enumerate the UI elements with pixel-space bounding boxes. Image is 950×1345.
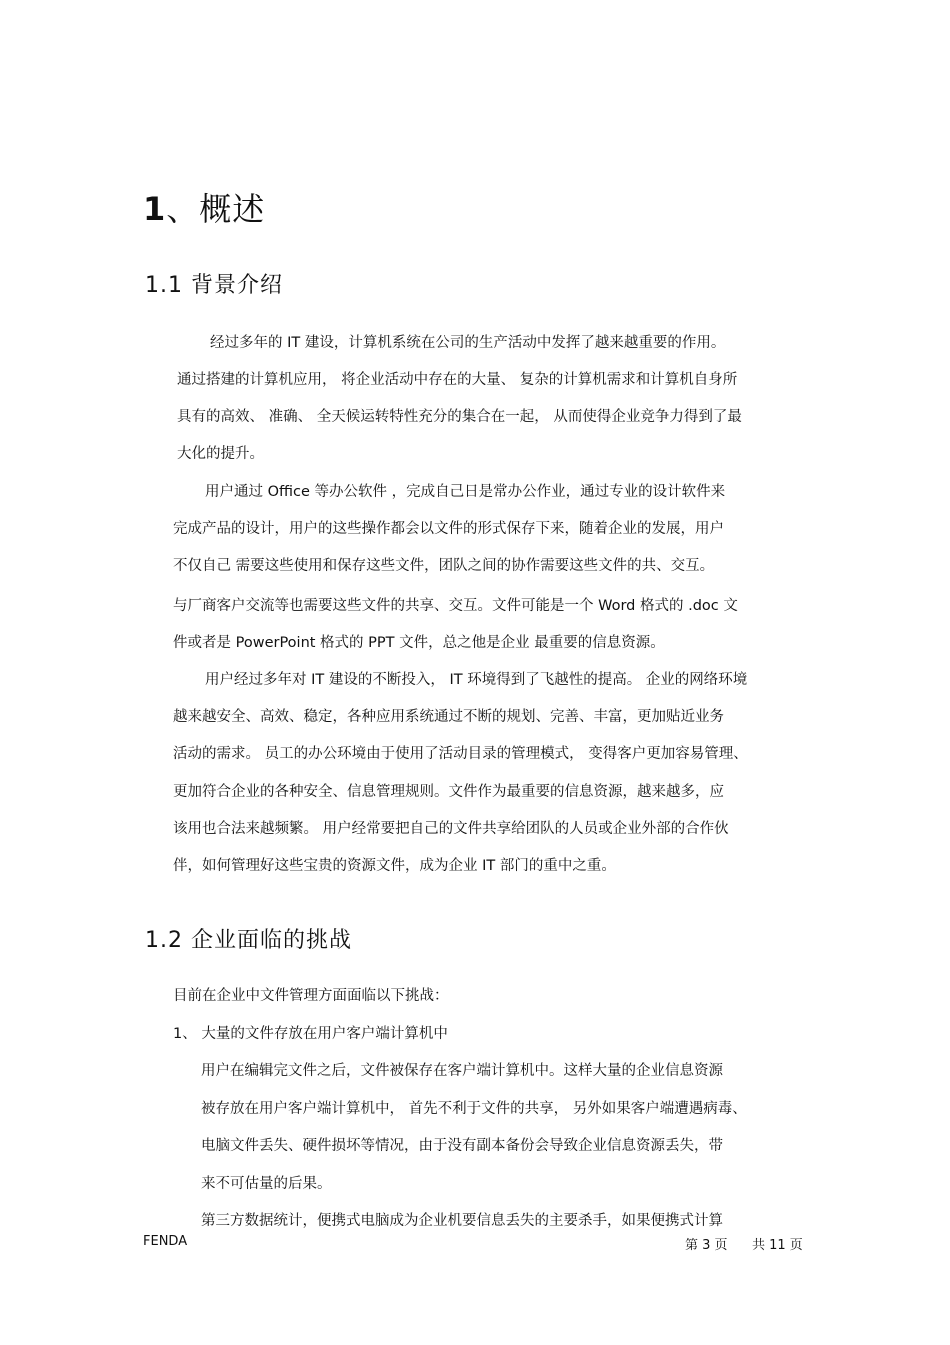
body-line: 被存放在用户客户端计算机中， 首先不利于文件的共享， 另外如果客户端遭遇病毒、: [201, 1101, 747, 1117]
body-line: 伴，如何管理好这些宝贵的资源文件，成为企业 IT 部门的重中之重。: [173, 858, 616, 874]
body-line: 不仅自己 需要这些使用和保存这些文件，团队之间的协作需要这些文件的共、交互。: [173, 558, 715, 574]
body-line: 用户在编辑完文件之后，文件被保存在客户端计算机中。这样大量的企业信息资源: [201, 1063, 723, 1079]
body-line: 件或者是 PowerPoint 格式的 PPT 文件，总之他是企业 最重要的信息资源。: [173, 635, 665, 651]
body-line: 更加符合企业的各种安全、信息管理规则。文件作为最重要的信息资源，越来越多，应: [173, 784, 724, 800]
body-line: 通过搭建的计算机应用， 将企业活动中存在的大量、 复杂的计算机需求和计算机自身所: [177, 372, 738, 388]
body-line: 与厂商客户交流等也需要这些文件的共享、交互。文件可能是一个 Word 格式的 .doc 文: [173, 598, 738, 614]
chapter-title: 、概述: [166, 190, 266, 228]
body-line: 活动的需求。 员工的办公环境由于使用了活动目录的管理模式， 变得客户更加容易管理、: [173, 746, 748, 762]
body-line: 用户经过多年对 IT 建设的不断投入， IT 环境得到了飞越性的提高。 企业的网络环境: [205, 672, 748, 688]
chapter-heading: [143, 184, 265, 230]
body-line: 用户通过 Office 等办公软件 ，完成自己日是常办公作业，通过专业的设计软件来: [205, 484, 726, 500]
body-line: 经过多年的 IT 建设，计算机系统在公司的生产活动中发挥了越来越重要的作用。: [210, 335, 726, 351]
list-item-heading: 1、 大量的文件存放在用户客户端计算机中: [173, 1026, 448, 1042]
body-line: 第三方数据统计，便携式电脑成为企业机要信息丢失的主要杀手，如果便携式计算: [201, 1213, 723, 1229]
body-line: 完成产品的设计，用户的这些操作都会以文件的形式保存下来，随着企业的发展，用户: [173, 521, 724, 537]
body-line: 电脑文件丢失、硬件损坏等情况，由于没有副本备份会导致企业信息资源丢失，带: [201, 1138, 723, 1154]
body-line: 该用也合法来越频繁。 用户经常要把自己的文件共享给团队的人员或企业外部的合作伙: [173, 821, 729, 837]
footer-total-pages: 共 11 页: [752, 1238, 803, 1253]
section-heading-1-2: 1.2 企业面临的挑战: [145, 928, 352, 953]
chapter-number: 1: [143, 190, 167, 228]
body-line: 来不可估量的后果。: [201, 1176, 332, 1192]
footer-page-number: 第 3 页: [685, 1238, 728, 1253]
body-line: 具有的高效、 准确、 全天候运转特性充分的集合在一起， 从而使得企业竞争力得到了最: [177, 409, 742, 425]
section-heading-1-1: 1.1 背景介绍: [145, 273, 283, 298]
body-line: 目前在企业中文件管理方面面临以下挑战：: [173, 988, 449, 1004]
body-line: 越来越安全、高效、稳定，各种应用系统通过不断的规划、完善、丰富，更加贴近业务: [173, 709, 724, 725]
body-line: 大化的提升。: [177, 446, 264, 462]
footer-company: FENDA: [143, 1234, 188, 1249]
